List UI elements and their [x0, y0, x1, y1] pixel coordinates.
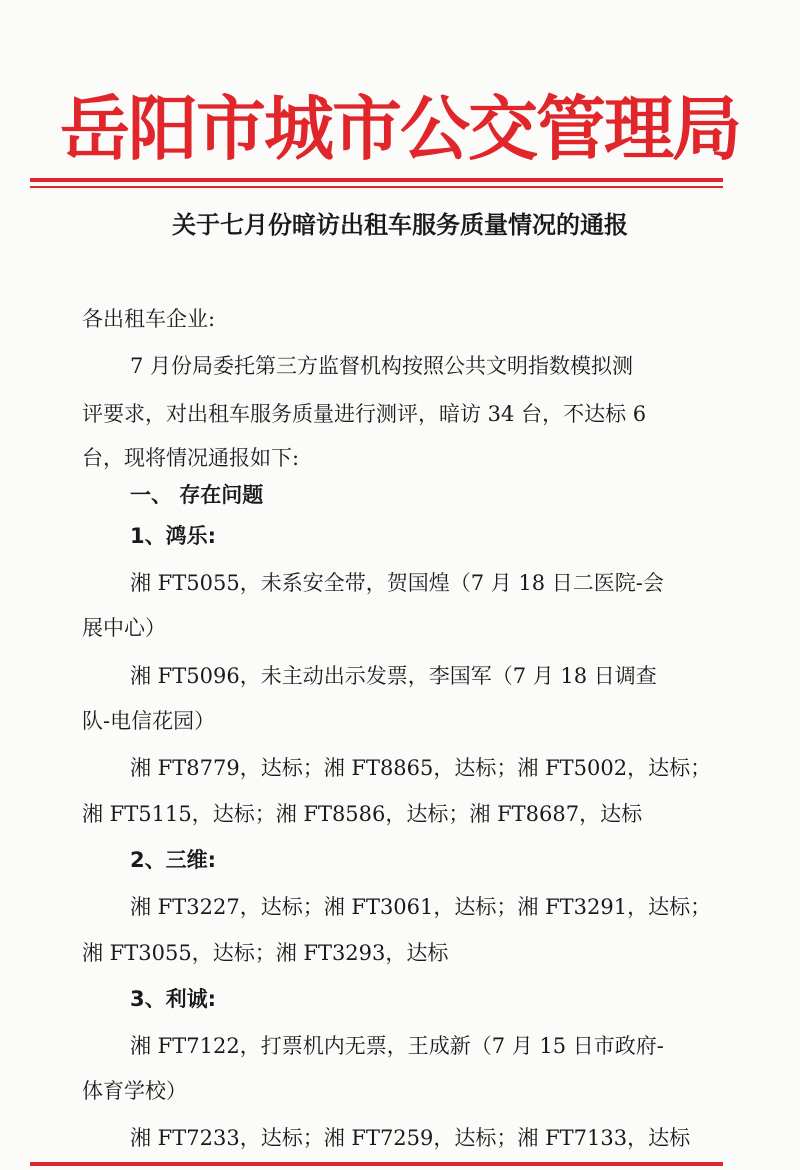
entry-line: 湘 FT3227，达标；湘 FT3061，达标；湘 FT3291，达标； [130, 895, 712, 919]
entry-line: 队-电信花园） [82, 709, 216, 733]
header-red-rule [30, 178, 723, 182]
company-heading: 1、鸿乐: [130, 524, 217, 548]
notice-title: 关于七月份暗访出租车服务质量情况的通报 [172, 211, 628, 239]
entry-line: 湘 FT5055，未系安全带，贺国煌（7 月 18 日二医院-会 [130, 571, 664, 595]
entry-line: 湘 FT8779，达标；湘 FT8865，达标；湘 FT5002，达标； [130, 756, 712, 780]
header-red-rule-thin [30, 186, 723, 188]
entry-line: 湘 FT7122，打票机内无票，王成新（7 月 15 日市政府- [130, 1034, 664, 1058]
entry-line: 展中心） [82, 616, 166, 640]
footer-red-rule [30, 1162, 723, 1166]
entry-line: 湘 FT7233，达标；湘 FT7259，达标；湘 FT7133，达标 [130, 1126, 691, 1150]
intro-line: 台，现将情况通报如下: [82, 446, 300, 470]
entry-line: 体育学校） [82, 1079, 187, 1103]
entry-line: 湘 FT3055，达标；湘 FT3293，达标 [82, 941, 449, 965]
entry-line: 湘 FT5096，未主动出示发票，李国军（7 月 18 日调查 [130, 664, 657, 688]
intro-line: 评要求，对出租车服务质量进行测评，暗访 34 台，不达标 6 [82, 402, 647, 426]
company-heading: 2、三维: [130, 848, 217, 872]
intro-line: 7 月份局委托第三方监督机构按照公共文明指数模拟测 [130, 354, 634, 378]
company-heading: 3、利诚: [130, 987, 217, 1011]
org-title: 岳阳市城市公交管理局 [60, 88, 740, 170]
entry-line: 湘 FT5115，达标；湘 FT8586，达标；湘 FT8687，达标 [82, 802, 643, 826]
section-heading: 一、 存在问题 [130, 483, 264, 507]
salutation: 各出租车企业: [82, 307, 216, 331]
